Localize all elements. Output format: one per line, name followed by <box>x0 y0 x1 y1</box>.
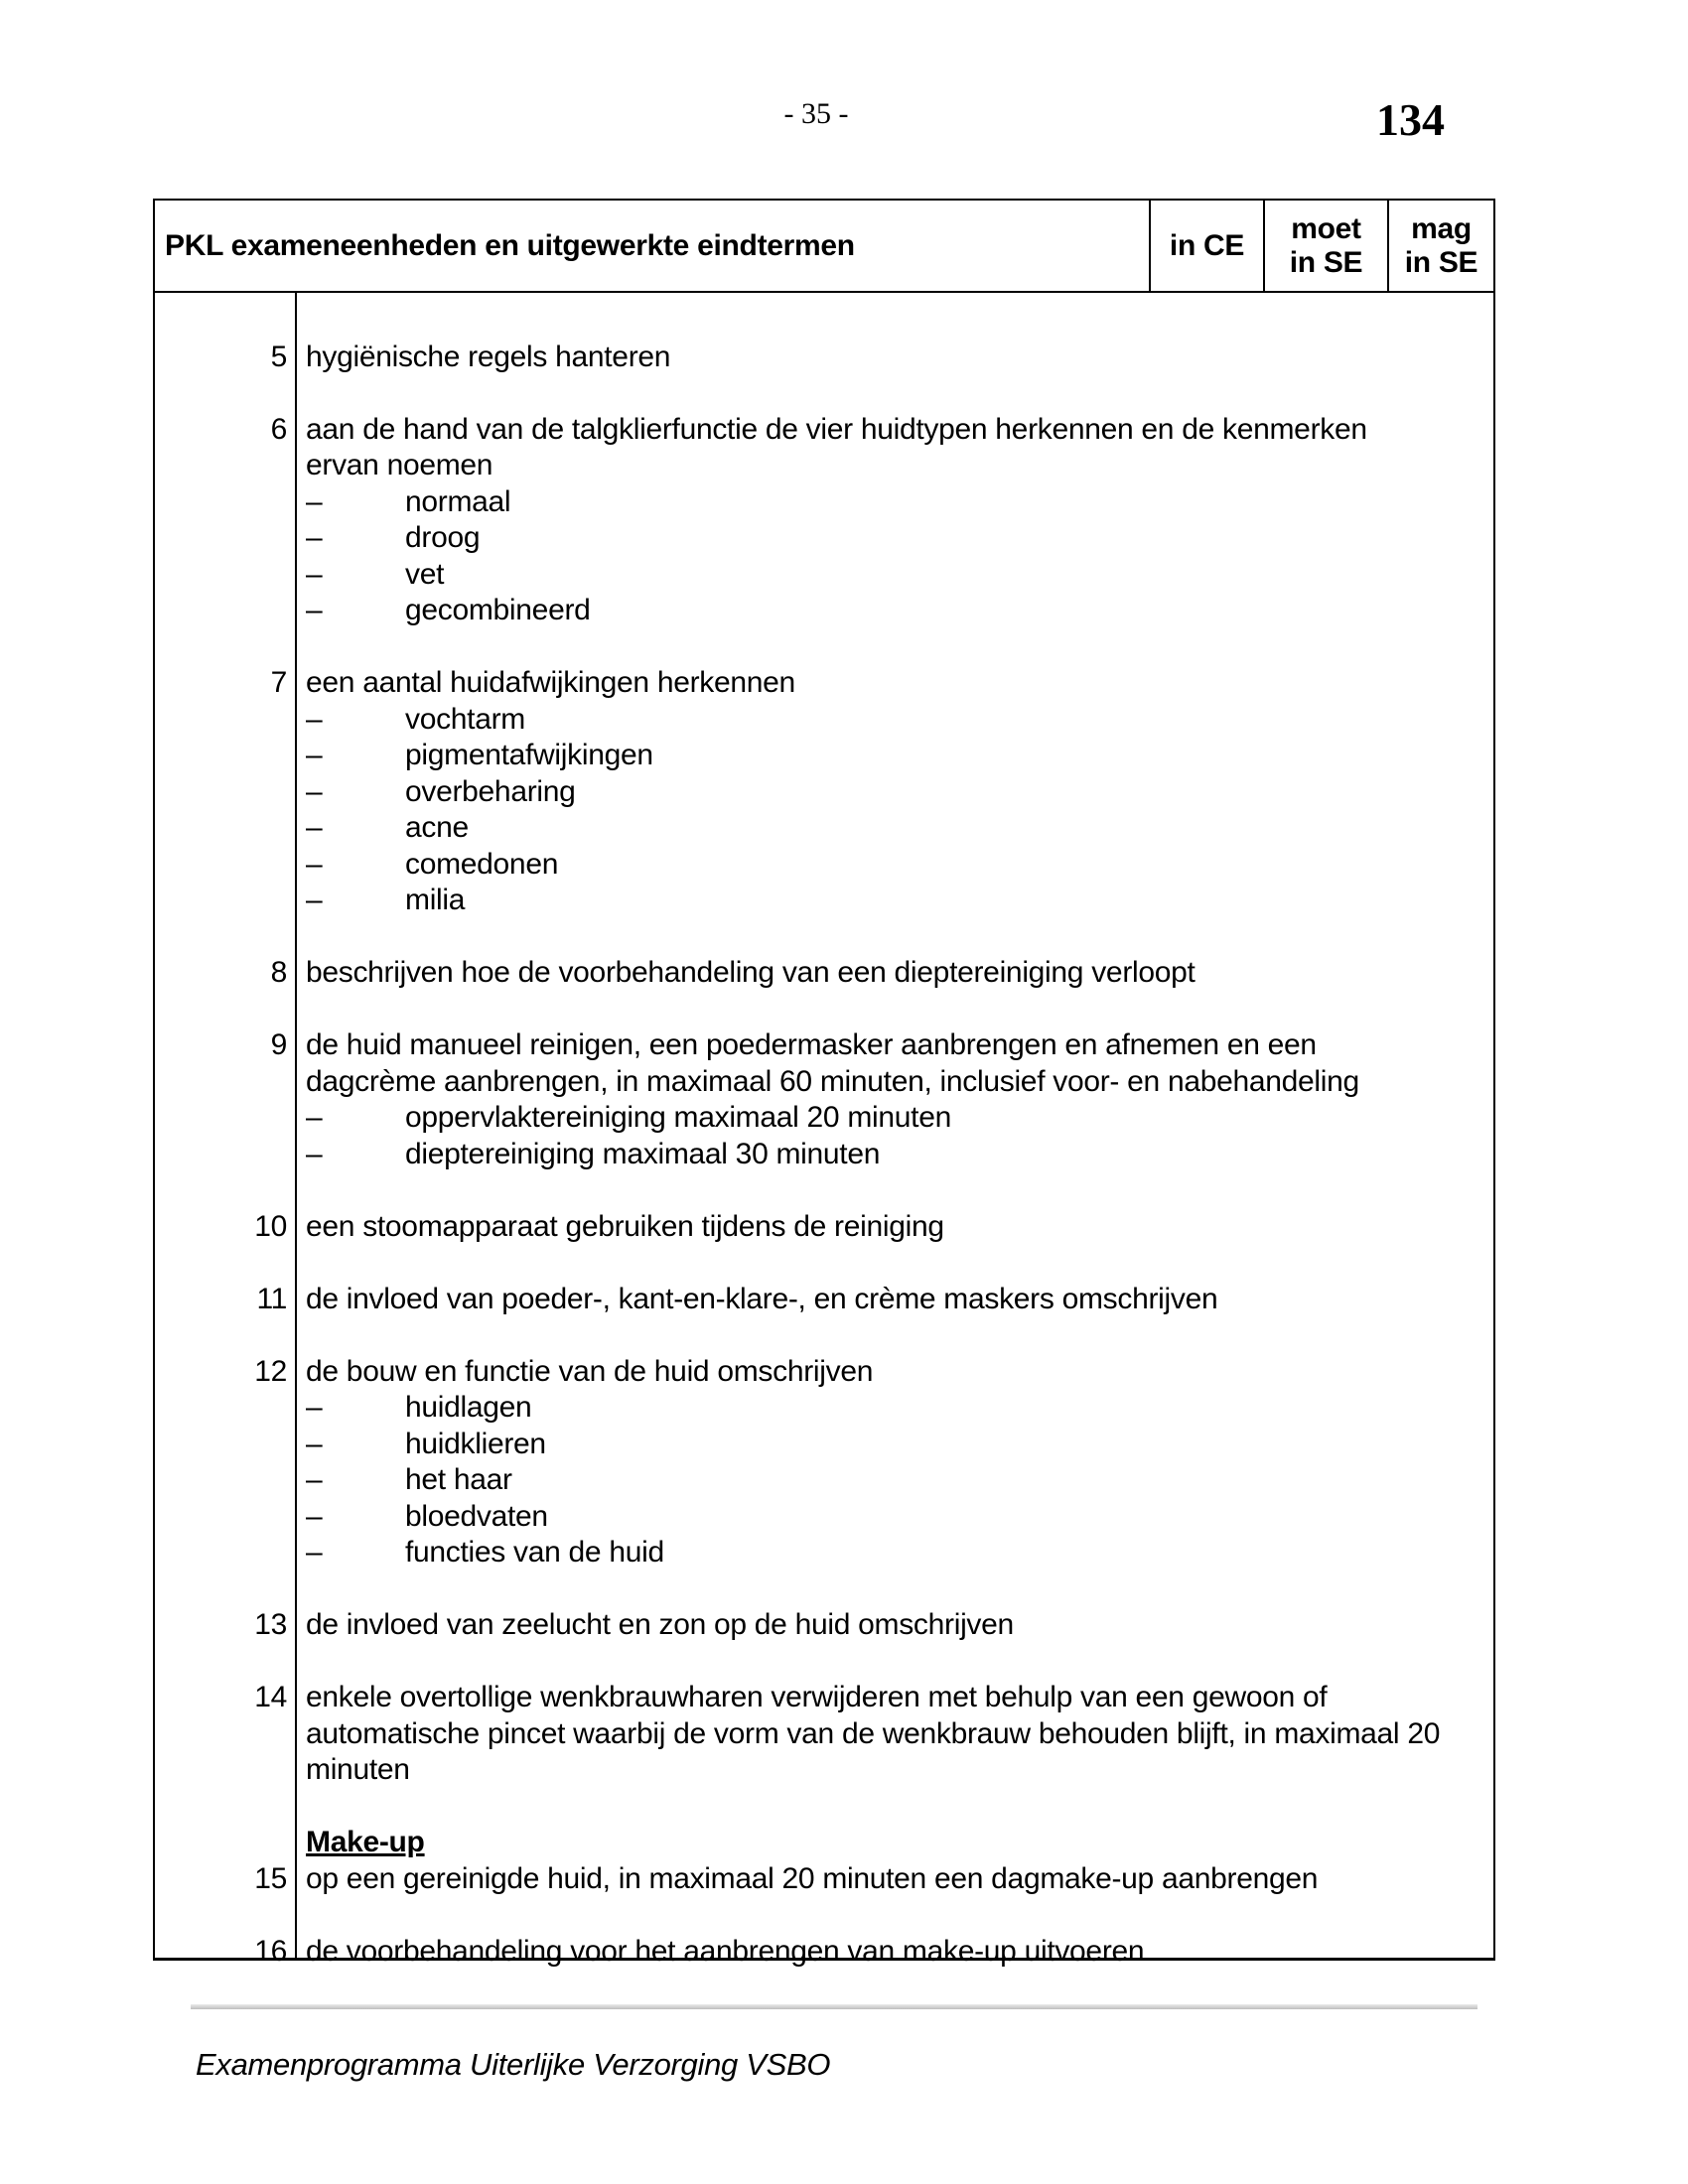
page-number-center: - 35 - <box>783 97 849 130</box>
number-column-divider <box>295 293 297 1958</box>
item-text-line: minuten <box>306 1753 410 1786</box>
sub-item <box>306 557 1487 594</box>
sub-item <box>306 702 1487 739</box>
header-moet-line2: in SE <box>1289 245 1363 279</box>
item-text-line: dagcrème aanbrengen, in maximaal 60 minuten, inclusief voor- en nabehandeling <box>306 1064 1359 1098</box>
sub-item <box>306 1427 1487 1463</box>
item-content <box>297 1825 1493 1897</box>
sub-item-dash: – <box>306 774 323 808</box>
table-row <box>155 1825 1493 1897</box>
item-content <box>297 665 1493 919</box>
item-number: 8 <box>270 956 287 989</box>
sub-item-dash: – <box>306 521 323 554</box>
sub-item-dash: – <box>306 702 323 736</box>
table-row <box>155 665 1493 919</box>
item-content <box>297 1282 1493 1318</box>
table-row <box>155 412 1493 629</box>
item-text-line: de bouw en functie van de huid omschrijven <box>306 1354 874 1388</box>
sub-item-text: normaal <box>405 484 511 518</box>
item-text-line: hygiënische regels hanteren <box>306 340 671 373</box>
sub-item-text: huidklieren <box>405 1427 546 1460</box>
sub-item <box>306 1499 1487 1536</box>
eindtermen-table <box>153 199 1495 1968</box>
item-number: 11 <box>256 1282 287 1315</box>
header-in-ce-cell <box>1149 201 1263 291</box>
sub-item-dash: – <box>306 1499 323 1533</box>
table-row <box>155 1607 1493 1644</box>
header-moet-in-se-cell <box>1263 201 1387 291</box>
header-mag-in-se-cell <box>1387 201 1493 291</box>
table-header-row <box>155 201 1493 293</box>
footer-divider-line <box>191 2004 1477 2009</box>
sub-item-dash: – <box>306 811 323 844</box>
sub-item-dash: – <box>306 1391 323 1424</box>
header-in-ce-label: in CE <box>1169 228 1245 262</box>
item-number: 14 <box>254 1681 287 1713</box>
item-content <box>297 1680 1493 1789</box>
sub-item <box>306 484 1487 521</box>
item-number: 10 <box>254 1209 287 1243</box>
sub-item <box>306 774 1487 811</box>
table-row <box>155 1680 1493 1789</box>
sub-item-dash: – <box>306 557 323 591</box>
sub-item <box>306 593 1487 629</box>
page-number-corner: 134 <box>1376 94 1445 145</box>
item-content <box>297 1209 1493 1246</box>
item-content <box>297 1027 1493 1172</box>
sub-item <box>306 1100 1487 1137</box>
sub-item-text: bloedvaten <box>405 1499 548 1533</box>
sub-item-text: milia <box>405 884 466 916</box>
item-text-line: automatische pincet waarbij de vorm van de wenkbrauw behouden blijft, in maximaal 20 <box>306 1716 1441 1750</box>
item-number: 15 <box>254 1861 287 1895</box>
item-text-line: een stoomapparaat gebruiken tijdens de reiniging <box>306 1209 944 1243</box>
sub-item-dash: – <box>306 1137 323 1170</box>
sub-item <box>306 1390 1487 1427</box>
header-moet-line1: moet <box>1291 211 1361 245</box>
item-text-line: aan de hand van de talgklierfunctie de vier huidtypen herkennen en de kenmerken <box>306 412 1367 446</box>
item-text-line: de invloed van poeder-, kant-en-klare-, en crème maskers omschrijven <box>306 1282 1218 1315</box>
item-number: 9 <box>270 1028 287 1061</box>
sub-item-dash: – <box>306 1463 323 1496</box>
item-number: 7 <box>270 666 287 699</box>
sub-item-text: huidlagen <box>405 1391 532 1424</box>
item-text-line: de huid manueel reinigen, een poedermasker aanbrengen en afnemen en een <box>306 1028 1317 1061</box>
sub-item <box>306 1137 1487 1173</box>
sub-item <box>306 847 1487 884</box>
item-content <box>297 1354 1493 1571</box>
footer-text: Examenprogramma Uiterlijke Verzorging VSBO <box>196 2047 831 2082</box>
item-text-line: beschrijven hoe de voorbehandeling van een dieptereiniging verloopt <box>306 956 1196 989</box>
sub-item-text: functies van de huid <box>405 1536 664 1569</box>
item-number: 12 <box>254 1354 287 1388</box>
table-row <box>155 1027 1493 1172</box>
sub-item <box>306 738 1487 774</box>
table-body <box>155 293 1493 1968</box>
item-content <box>297 412 1493 629</box>
table-row <box>155 1209 1493 1246</box>
sub-item-text: oppervlaktereiniging maximaal 20 minuten <box>405 1101 951 1134</box>
sub-item-dash: – <box>306 594 323 626</box>
sub-item-dash: – <box>306 884 323 916</box>
sub-item-dash: – <box>306 1427 323 1460</box>
sub-item-text: overbeharing <box>405 774 576 808</box>
sub-item-dash: – <box>306 1101 323 1134</box>
item-content <box>297 340 1493 376</box>
table-row <box>155 340 1493 376</box>
header-mag-line1: mag <box>1411 211 1472 245</box>
item-text-line: enkele overtollige wenkbrauwharen verwijderen met behulp van een gewoon of <box>306 1681 1328 1713</box>
item-number: 6 <box>270 412 287 446</box>
sub-item-dash: – <box>306 847 323 881</box>
sub-item <box>306 1535 1487 1571</box>
sub-item-text: het haar <box>405 1463 512 1496</box>
sub-item-text: vet <box>405 557 445 591</box>
sub-item-dash: – <box>306 484 323 518</box>
sub-item-text: acne <box>405 811 469 844</box>
item-number: 5 <box>270 340 287 373</box>
table-row <box>155 1282 1493 1318</box>
sub-item <box>306 1462 1487 1499</box>
item-number: 16 <box>254 1934 287 1968</box>
sub-item-text: droog <box>405 521 481 554</box>
item-text-line: de invloed van zeelucht en zon op de huid omschrijven <box>306 1608 1014 1641</box>
sub-item-text: pigmentafwijkingen <box>405 739 653 771</box>
sub-item-text: gecombineerd <box>405 594 591 626</box>
sub-item-dash: – <box>306 739 323 771</box>
table-row <box>155 1354 1493 1571</box>
item-content <box>297 1934 1493 1971</box>
header-mag-line2: in SE <box>1404 245 1478 279</box>
header-title-cell: PKL exameneenheden en uitgewerkte eindtermen <box>165 228 855 262</box>
item-content <box>297 1607 1493 1644</box>
sub-item <box>306 810 1487 847</box>
item-text-line: op een gereinigde huid, in maximaal 20 minuten een dagmake-up aanbrengen <box>306 1861 1319 1895</box>
sub-item <box>306 520 1487 557</box>
table-row <box>155 955 1493 992</box>
item-text-line: ervan noemen <box>306 449 493 481</box>
sub-item-text: comedonen <box>405 847 559 881</box>
section-heading: Make-up <box>306 1826 425 1858</box>
sub-item-text: dieptereiniging maximaal 30 minuten <box>405 1137 881 1170</box>
item-number: 13 <box>254 1608 287 1641</box>
table-row <box>155 1934 1493 1971</box>
sub-item <box>306 883 1487 919</box>
item-text-line: een aantal huidafwijkingen herkennen <box>306 666 795 699</box>
sub-item-text: vochtarm <box>405 702 525 736</box>
item-text-line: de voorbehandeling voor het aanbrengen van make-up uitvoeren <box>306 1934 1145 1968</box>
item-content <box>297 955 1493 992</box>
sub-item-dash: – <box>306 1536 323 1569</box>
